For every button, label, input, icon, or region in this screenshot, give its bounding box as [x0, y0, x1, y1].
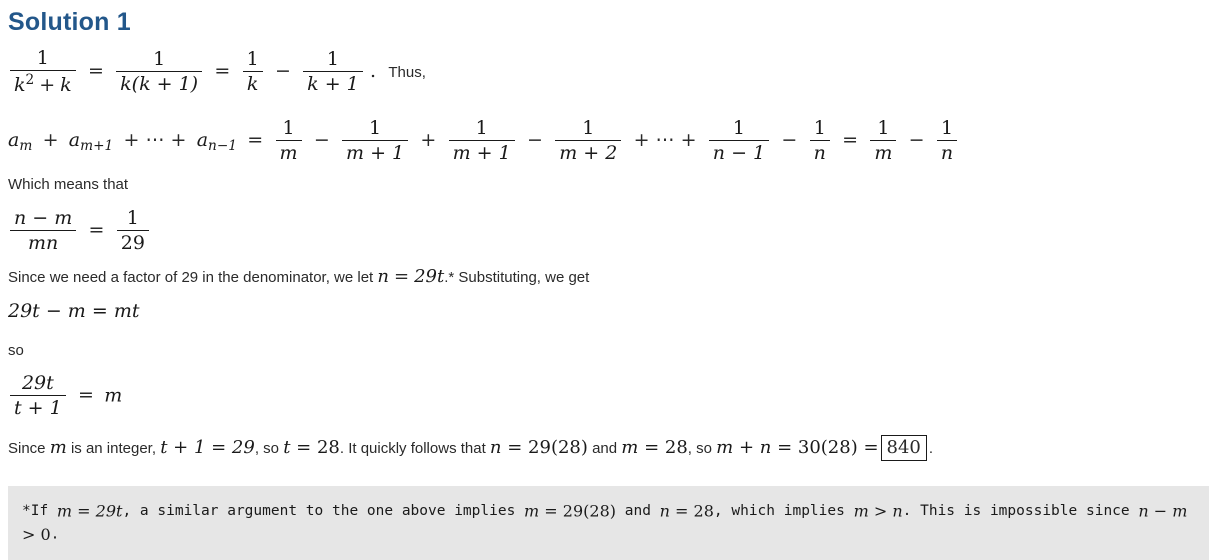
- numerator: 1: [870, 118, 896, 141]
- numerator: 1: [276, 118, 302, 141]
- ellipsis-1: + ⋯ +: [123, 129, 187, 152]
- text-part-1: Since we need a factor of 29 in the denominator, we let: [8, 269, 378, 286]
- footnote-part-4: , which implies: [713, 503, 854, 519]
- fraction-1-over-m-result: [870, 118, 896, 165]
- numerator: 1: [449, 118, 515, 141]
- math-m-plus-n: m + n: [716, 437, 772, 458]
- equals-2: =: [842, 129, 859, 152]
- page-title: Solution 1: [8, 8, 131, 36]
- denominator: k: [246, 73, 259, 96]
- fraction-1-over-k-plus-1: [303, 49, 363, 96]
- denominator: 29: [120, 232, 145, 255]
- minus-sign: −: [274, 60, 291, 83]
- denominator: k(k + 1): [120, 73, 199, 96]
- conclusion-text: [8, 435, 933, 461]
- text-part-7: .: [928, 440, 934, 457]
- denominator: n: [813, 142, 826, 165]
- numerator: 1: [117, 208, 149, 231]
- ellipsis-2: + ⋯ +: [633, 129, 697, 152]
- numerator: n − m: [10, 208, 76, 231]
- period: .: [370, 60, 377, 83]
- footnote-box: [8, 486, 1209, 560]
- math-n-value: = 29(28): [501, 437, 588, 458]
- equals-2: =: [214, 60, 231, 83]
- math-m-value: = 28: [638, 437, 688, 458]
- equation-line-2: [8, 118, 959, 165]
- denominator: n: [940, 142, 954, 165]
- math-m-2: m: [621, 437, 639, 458]
- math-n: n: [489, 437, 502, 458]
- fraction-1-over-29: [117, 208, 149, 255]
- numerator: 1: [937, 118, 957, 141]
- math-t: t: [283, 437, 291, 458]
- minus-4: −: [908, 129, 925, 152]
- fraction-1-over-n-result: [937, 118, 957, 165]
- math-n: n: [659, 501, 670, 521]
- footnote-part-2: , a similar argument to the one above implies: [122, 503, 525, 519]
- term-a-m-plus-1: $a_{m+1}$: [68, 129, 114, 155]
- fraction-1-over-k: [243, 49, 263, 96]
- numerator: 1: [709, 118, 769, 141]
- minus-1: −: [313, 129, 330, 152]
- footnote-part-5: . This is impossible since: [902, 503, 1139, 519]
- numerator: 1: [810, 118, 830, 141]
- denominator: k + 1: [307, 73, 359, 96]
- footnote-part-3: and: [616, 503, 660, 519]
- minus-3: −: [781, 129, 798, 152]
- equals-1: =: [247, 129, 264, 152]
- math-m-1: m: [49, 437, 67, 458]
- minus-2: −: [527, 129, 543, 152]
- math-t-plus-1-eq-29: t + 1 = 29: [160, 437, 255, 458]
- math-m-eq-29t: = 29t: [72, 501, 123, 521]
- term-a-n-minus-1: $a_{n-1}$: [196, 129, 238, 155]
- text-part-6: , so: [687, 440, 717, 457]
- greater-than-sign: >: [868, 501, 893, 521]
- thus-text: Thus,: [388, 64, 426, 82]
- denominator: m: [279, 142, 298, 165]
- math-m: m: [104, 384, 123, 407]
- equals: =: [78, 384, 94, 407]
- fraction-1-over-m: [276, 118, 302, 165]
- equation-line-1: [8, 48, 426, 96]
- equals: =: [88, 219, 105, 242]
- which-means-that-text: Which means that: [8, 176, 129, 193]
- text-part-4: . It quickly follows that: [339, 440, 490, 457]
- denominator: $k^2 + k$: [14, 72, 72, 97]
- denominator: m + 1: [346, 142, 405, 165]
- math-m-1: m: [56, 501, 73, 521]
- text-part-5: and: [587, 440, 622, 457]
- footnote-part-6: .: [50, 526, 60, 543]
- text-part-2: .* Substituting, we get: [444, 269, 590, 286]
- denominator: n − 1: [712, 142, 766, 165]
- text-part-1: Since: [8, 440, 50, 457]
- math-n-2: n: [892, 501, 903, 521]
- math-m-3: m: [853, 501, 869, 521]
- denominator: m + 1: [452, 142, 511, 165]
- denominator: t + 1: [14, 397, 62, 420]
- equation-line-3: [8, 208, 151, 255]
- fraction-n-minus-m-over-mn: [10, 208, 76, 255]
- numerator: 1: [243, 49, 263, 72]
- denominator: m: [874, 142, 893, 165]
- numerator: 1: [342, 118, 408, 141]
- math-m-plus-n-value: = 30(28) =: [771, 437, 879, 458]
- numerator: 1: [10, 48, 76, 71]
- equation-line-4: 29t − m = mt: [8, 300, 140, 322]
- text-part-2: is an integer,: [66, 440, 161, 457]
- math-m-value: = 29(28): [539, 501, 616, 521]
- math-n-value: = 28: [669, 501, 714, 521]
- factor-29-text: [8, 266, 589, 287]
- fraction-1-over-n-a: [810, 118, 830, 165]
- equals-1: =: [87, 60, 104, 83]
- numerator: 1: [116, 49, 202, 72]
- fraction-29t-over-t-plus-1: [10, 373, 66, 420]
- boxed-answer: 840: [881, 435, 927, 461]
- math-t-value: = 28: [290, 437, 340, 458]
- math-n-minus-m: n − m: [1138, 501, 1188, 521]
- fraction-1-over-k-k-plus-1: [116, 49, 202, 96]
- math-greater-than-zero: > 0: [22, 524, 51, 544]
- numerator: 1: [303, 49, 363, 72]
- fraction-1-over-m-plus-1-a: [342, 118, 408, 165]
- footnote-part-1: *If: [22, 503, 57, 519]
- plus-2: +: [420, 129, 437, 152]
- math-m-2: m: [524, 501, 540, 521]
- fraction-1-over-m-plus-1-b: [449, 118, 515, 165]
- numerator: 1: [555, 118, 621, 141]
- text-part-3: , so: [254, 440, 284, 457]
- denominator: mn: [28, 232, 59, 255]
- plus-1: +: [42, 129, 59, 152]
- math-n: n: [377, 266, 389, 287]
- term-a-m: $a_m$: [8, 129, 33, 155]
- fraction-1-over-n-minus-1: [709, 118, 769, 165]
- equals: =: [394, 266, 410, 287]
- fraction-1-over-m-plus-2: [555, 118, 621, 165]
- equation-line-5: [8, 373, 122, 420]
- denominator: m + 2: [559, 142, 618, 165]
- so-text: so: [8, 342, 24, 359]
- math-29t: 29t: [414, 266, 445, 287]
- fraction-1-over-k2-plus-k: [10, 48, 76, 96]
- numerator: 29t: [10, 373, 66, 396]
